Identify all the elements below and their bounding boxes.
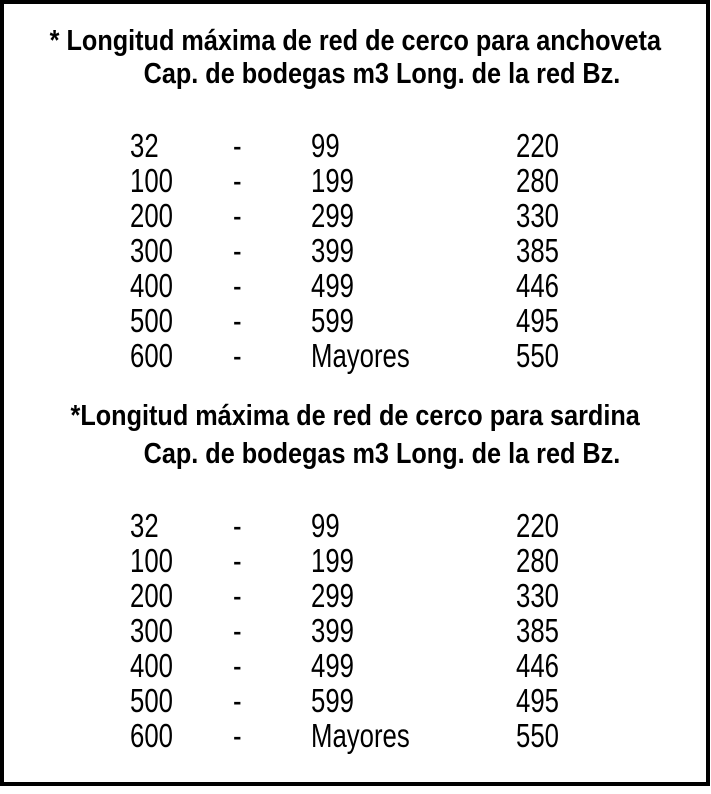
cell-net-length: 446 [516, 647, 559, 684]
table-row [0, 268, 710, 303]
table-anchoveta [0, 128, 710, 373]
cell-capacity-min: 300 [130, 612, 173, 649]
table-row [0, 198, 710, 233]
table-row [0, 128, 710, 163]
section-title-text: *Longitud máxima de red de cerco para sardina [70, 400, 640, 432]
table-row [0, 683, 710, 718]
cell-capacity-min: 600 [130, 717, 173, 754]
cell-net-length: 330 [516, 577, 559, 614]
cell-capacity-min: 100 [130, 542, 173, 579]
cell-net-length: 220 [516, 127, 559, 164]
cell-capacity-min: 600 [130, 337, 173, 374]
cell-range-dash: - [233, 127, 242, 164]
section-columns-header-anchoveta [0, 57, 710, 91]
cell-range-dash: - [233, 577, 242, 614]
table-row [0, 233, 710, 268]
cell-capacity-min: 400 [130, 267, 173, 304]
cell-net-length: 550 [516, 717, 559, 754]
cell-capacity-max: 499 [311, 267, 354, 304]
cell-capacity-min: 32 [130, 507, 159, 544]
cell-capacity-min: 300 [130, 232, 173, 269]
table-row [0, 613, 710, 648]
cell-range-dash: - [233, 162, 242, 199]
cell-capacity-max: 99 [311, 507, 340, 544]
cell-range-dash: - [233, 197, 242, 234]
cell-capacity-max: 199 [311, 542, 354, 579]
cell-net-length: 280 [516, 542, 559, 579]
cell-capacity-min: 500 [130, 302, 173, 339]
cell-range-dash: - [233, 507, 242, 544]
cell-range-dash: - [233, 267, 242, 304]
cell-net-length: 446 [516, 267, 559, 304]
cell-capacity-max: 199 [311, 162, 354, 199]
cell-range-dash: - [233, 682, 242, 719]
cell-capacity-max: 499 [311, 647, 354, 684]
table-row [0, 648, 710, 683]
cell-net-length: 385 [516, 612, 559, 649]
cell-capacity-min: 200 [130, 197, 173, 234]
cell-range-dash: - [233, 542, 242, 579]
cell-range-dash: - [233, 337, 242, 374]
table-row [0, 543, 710, 578]
section-title-sardina [0, 399, 710, 433]
table-row [0, 718, 710, 753]
cell-net-length: 495 [516, 302, 559, 339]
cell-range-dash: - [233, 232, 242, 269]
columns-header-text: Cap. de bodegas m3 Long. de la red Bz. [143, 58, 621, 90]
cell-capacity-max: Mayores [311, 337, 410, 374]
table-row [0, 508, 710, 543]
section-title-text: * Longitud máxima de red de cerco para anchoveta [49, 25, 661, 57]
table-row [0, 578, 710, 613]
columns-header-text: Cap. de bodegas m3 Long. de la red Bz. [143, 438, 621, 470]
section-title-anchoveta [0, 24, 710, 58]
cell-capacity-max: 299 [311, 197, 354, 234]
cell-capacity-min: 100 [130, 162, 173, 199]
cell-capacity-min: 500 [130, 682, 173, 719]
cell-capacity-min: 400 [130, 647, 173, 684]
cell-capacity-min: 32 [130, 127, 159, 164]
cell-net-length: 385 [516, 232, 559, 269]
table-row [0, 163, 710, 198]
cell-range-dash: - [233, 717, 242, 754]
cell-range-dash: - [233, 302, 242, 339]
cell-capacity-max: 399 [311, 612, 354, 649]
cell-capacity-max: 99 [311, 127, 340, 164]
cell-range-dash: - [233, 612, 242, 649]
cell-capacity-min: 200 [130, 577, 173, 614]
cell-range-dash: - [233, 647, 242, 684]
cell-net-length: 495 [516, 682, 559, 719]
cell-net-length: 220 [516, 507, 559, 544]
cell-capacity-max: 599 [311, 682, 354, 719]
cell-net-length: 330 [516, 197, 559, 234]
cell-capacity-max: 299 [311, 577, 354, 614]
section-columns-header-sardina [0, 437, 710, 471]
table-row [0, 338, 710, 373]
table-row [0, 303, 710, 338]
cell-capacity-max: 399 [311, 232, 354, 269]
cell-capacity-max: Mayores [311, 717, 410, 754]
table-sardina [0, 508, 710, 753]
cell-net-length: 280 [516, 162, 559, 199]
cell-net-length: 550 [516, 337, 559, 374]
cell-capacity-max: 599 [311, 302, 354, 339]
